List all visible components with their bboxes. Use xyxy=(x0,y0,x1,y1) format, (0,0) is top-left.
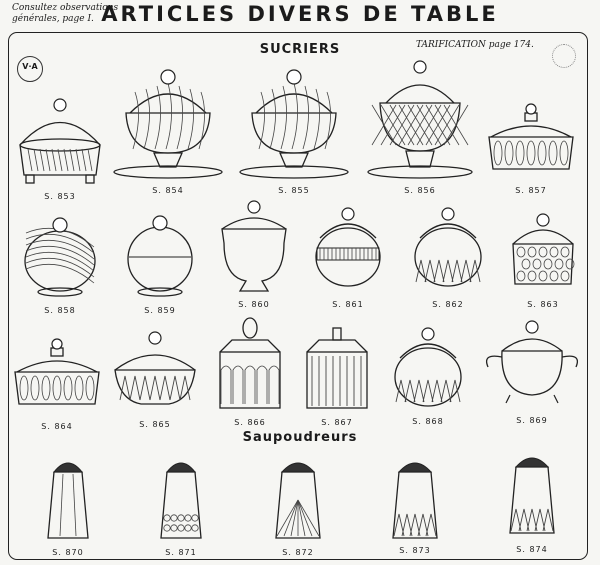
item-drawing-s859 xyxy=(128,216,192,296)
item-drawing-s869 xyxy=(487,321,578,403)
item-code-label: S. 856 xyxy=(404,186,436,195)
item-drawing-s865 xyxy=(115,332,195,404)
logo-text: V·A xyxy=(22,62,38,71)
item-drawing-s855 xyxy=(240,70,348,178)
note-line-2: générales, page I. xyxy=(12,14,94,24)
item-code-label: S. 866 xyxy=(234,418,266,427)
item-drawing-s872 xyxy=(276,463,320,538)
item-code-label: S. 855 xyxy=(278,186,310,195)
item-code-label: S. 862 xyxy=(432,300,464,309)
item-code-label: S. 859 xyxy=(144,306,176,315)
item-drawing-s858 xyxy=(25,218,95,296)
note-line-1: Consultez observations xyxy=(12,3,119,13)
item-code-label: S. 854 xyxy=(152,186,184,195)
item-code-label: S. 872 xyxy=(282,548,314,557)
item-code-label: S. 857 xyxy=(515,186,547,195)
item-code-label: S. 860 xyxy=(238,300,270,309)
item-drawing-s857 xyxy=(489,104,573,169)
item-code-label: S. 870 xyxy=(52,548,84,557)
item-code-label: S. 865 xyxy=(139,420,171,429)
item-code-label: S. 864 xyxy=(41,422,73,431)
item-drawing-s873 xyxy=(393,463,437,538)
item-drawing-s853 xyxy=(20,99,100,183)
item-code-label: S. 853 xyxy=(44,192,76,201)
item-drawing-s854 xyxy=(114,70,222,178)
item-code-label: S. 858 xyxy=(44,306,76,315)
item-drawing-s868 xyxy=(395,328,461,406)
item-drawing-s864 xyxy=(15,339,99,404)
item-code-label: S. 861 xyxy=(332,300,364,309)
item-drawing-s867 xyxy=(307,328,367,408)
item-code-label: S. 873 xyxy=(399,546,431,555)
item-code-label: S. 871 xyxy=(165,548,197,557)
page-title: ARTICLES DIVERS DE TABLE xyxy=(101,2,499,26)
item-drawing-s861 xyxy=(316,208,380,286)
item-drawing-s860 xyxy=(222,201,286,291)
item-drawing-s866 xyxy=(220,318,280,408)
item-drawing-s870 xyxy=(48,463,88,538)
item-drawing-s871 xyxy=(161,463,201,538)
item-code-label: S. 863 xyxy=(527,300,559,309)
item-code-label: S. 874 xyxy=(516,545,548,554)
tarification-ref: TARIFICATION page 174. xyxy=(416,40,534,50)
item-drawing-s863 xyxy=(513,214,574,284)
item-code-label: S. 868 xyxy=(412,417,444,426)
section-title-sucriers: SUCRIERS xyxy=(259,42,341,57)
section-title-saupoudreurs: Saupoudreurs xyxy=(242,430,358,445)
item-code-label: S. 869 xyxy=(516,416,548,425)
item-drawing-s874 xyxy=(510,458,554,533)
item-drawing-s862 xyxy=(415,208,481,286)
item-drawing-s856 xyxy=(368,61,472,178)
item-code-label: S. 867 xyxy=(321,418,353,427)
